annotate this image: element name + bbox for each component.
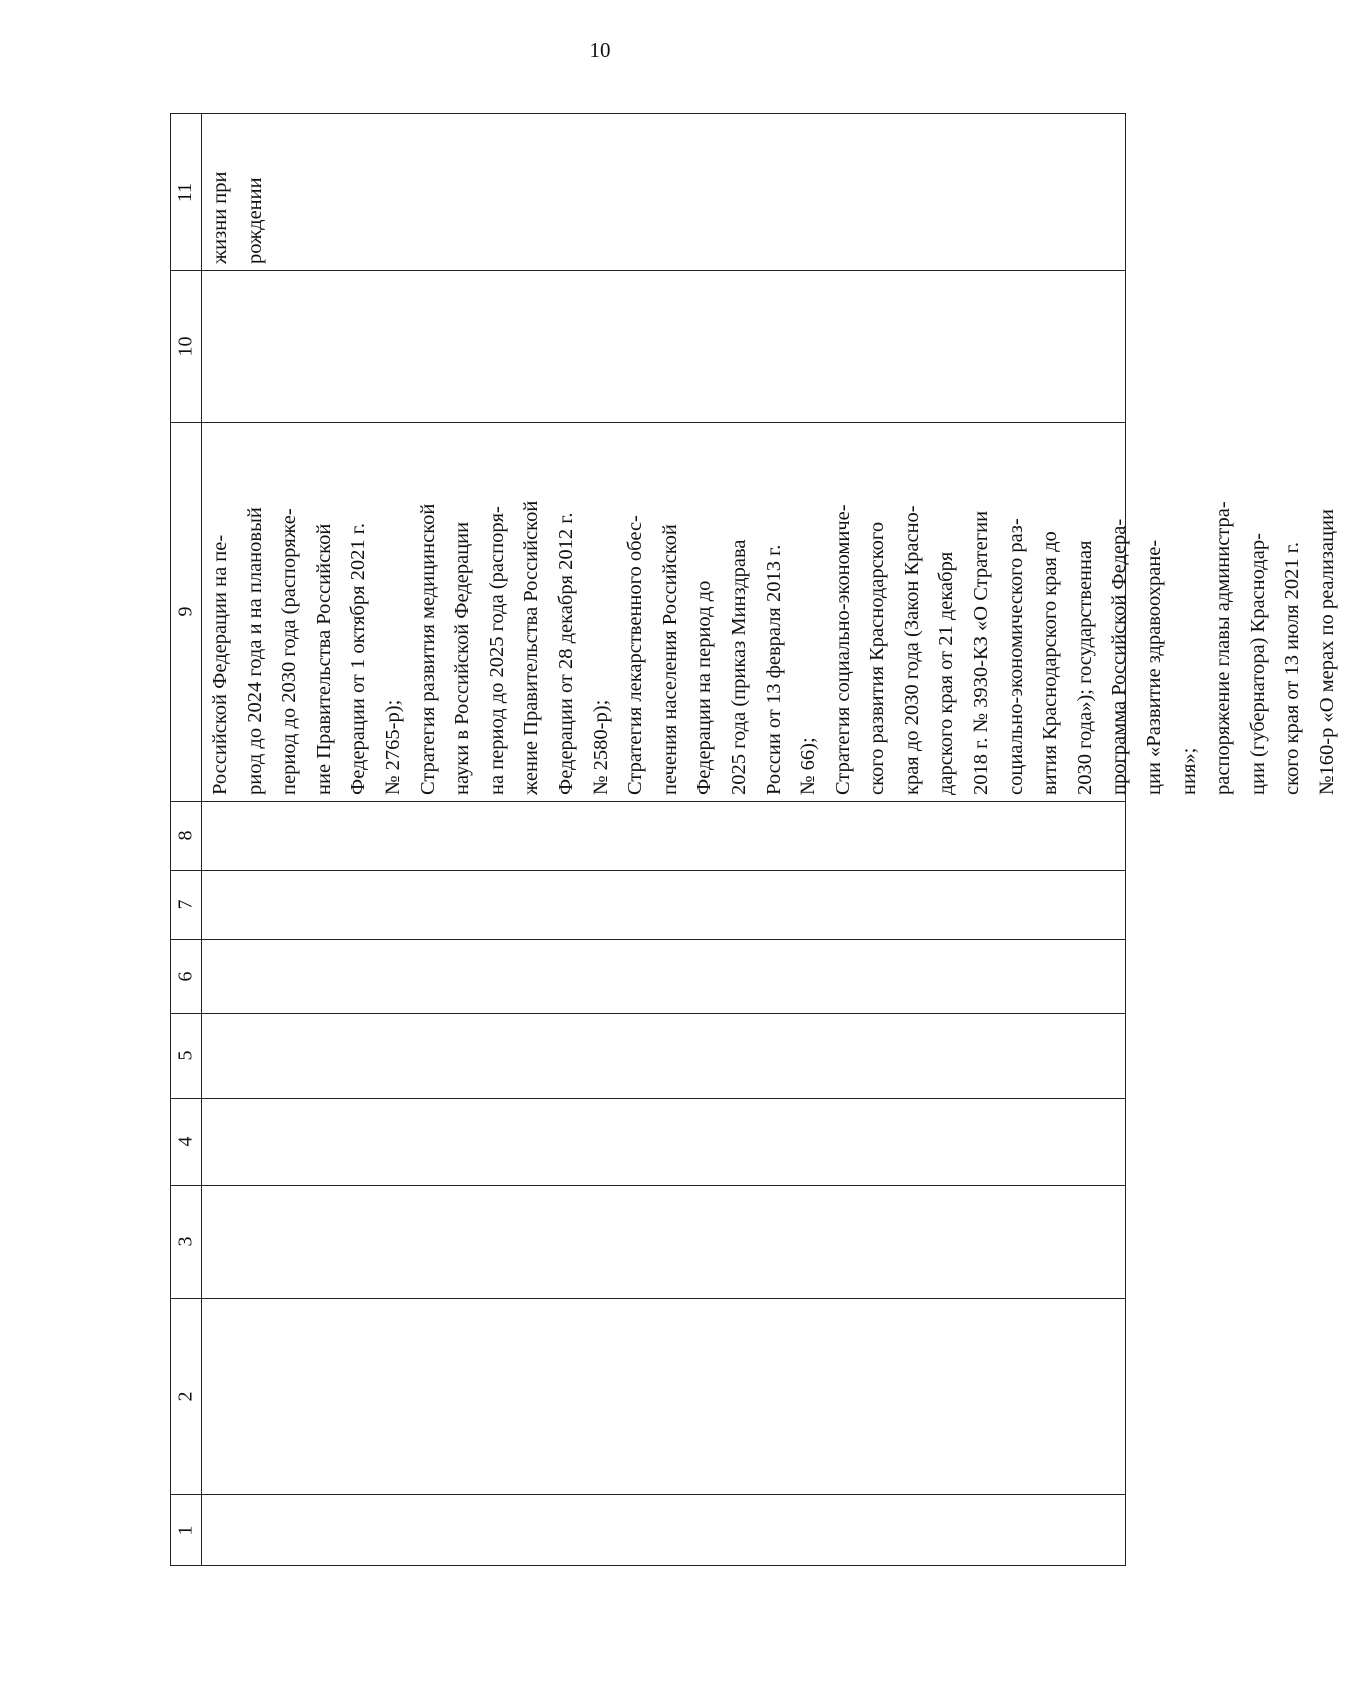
column-9-text-line: социально-экономического раз- — [1004, 518, 1027, 795]
column-9-text-line: Федерации на период до — [693, 580, 716, 795]
column-divider-9-8 — [171, 801, 1125, 802]
column-9-text-line: № 66); — [797, 737, 820, 795]
column-9-text-line: программа Российской Федера- — [1108, 518, 1131, 795]
column-9-text-line: края до 2030 года (Закон Красно- — [900, 505, 923, 795]
rotated-table — [170, 113, 1338, 1566]
column-9-text-line: риод до 2024 года и на плановый — [243, 507, 266, 795]
column-9-text-line: ского развития Краснодарского — [866, 521, 889, 795]
column-9-text-line: период до 2030 года (распоряже- — [278, 508, 301, 795]
column-9-text-line: Федерации от 1 октября 2021 г. — [347, 522, 370, 795]
column-9-text-line: России от 13 февраля 2013 г. — [762, 544, 785, 795]
column-9-text-line: №160-р «О мерах по реализации — [1316, 508, 1338, 795]
column-9-text-line: № 2580-р); — [589, 699, 612, 795]
column-divider-7-6 — [171, 939, 1125, 940]
column-number-9: 9 — [174, 606, 197, 617]
column-divider-5-4 — [171, 1098, 1125, 1099]
column-9-text-line: распоряжение главы администра- — [1212, 501, 1235, 795]
column-9-text-line: печения населения Российской — [658, 524, 681, 795]
column-divider-8-7 — [171, 870, 1125, 871]
column-9-text-line: 2030 года»); государственная — [1073, 540, 1096, 795]
column-number-8: 8 — [174, 830, 197, 841]
column-number-5: 5 — [174, 1050, 197, 1061]
column-9-text-line: жение Правительства Российской — [520, 500, 543, 795]
page-number: 10 — [589, 38, 611, 62]
column-divider-10-9 — [171, 422, 1125, 423]
column-number-7: 7 — [174, 899, 197, 910]
column-number-3: 3 — [174, 1236, 197, 1247]
column-9-text-line: ние Правительства Российской — [312, 523, 335, 795]
column-9-text-line: науки в Российской Федерации — [451, 521, 474, 795]
column-9-text-line: ского края от 13 июля 2021 г. — [1281, 542, 1304, 795]
column-9-text-line: Стратегия социально-экономиче- — [831, 504, 854, 795]
column-divider-6-5 — [171, 1013, 1125, 1014]
column-11-text — [203, 172, 272, 265]
column-9-text-line: вития Краснодарского края до — [1039, 531, 1062, 795]
column-9-text-line: ции (губернатора) Краснодар- — [1246, 533, 1269, 795]
header-strip-divider — [201, 114, 202, 1565]
column-number-6: 6 — [174, 971, 197, 981]
column-9-text-line: Стратегия лекарственного обес- — [624, 515, 647, 795]
column-9-text-line: дарского края от 21 декабря — [935, 551, 958, 795]
column-9-text-line: № 2765-р); — [381, 699, 404, 795]
column-9-text-line: Российской Федерации на пе- — [209, 534, 231, 795]
column-11-text-line: рождении — [243, 177, 266, 264]
column-divider-11-10 — [171, 270, 1125, 271]
column-divider-4-3 — [171, 1185, 1125, 1186]
column-number-1: 1 — [174, 1525, 197, 1536]
column-divider-2-1 — [171, 1494, 1125, 1495]
column-11-text-line: жизни при — [209, 171, 231, 264]
column-9-text-line: Стратегия развития медицинской — [416, 503, 439, 795]
column-9-text-line: на период до 2025 года (распоря- — [485, 506, 508, 795]
column-number-11: 11 — [174, 182, 197, 202]
column-number-2: 2 — [174, 1391, 197, 1401]
column-divider-3-2 — [171, 1298, 1125, 1299]
column-9-text-line: 2025 года (приказ Минздрава — [727, 539, 750, 795]
column-9-text-line: Федерации от 28 декабря 2012 г. — [554, 512, 577, 795]
column-9-text-line: ции «Развитие здравоохране- — [1143, 539, 1166, 795]
column-number-4: 4 — [174, 1136, 197, 1147]
column-9-text — [203, 501, 1345, 795]
column-9-text-line: ния»; — [1177, 747, 1200, 795]
column-9-text-line: 2018 г. № 3930-КЗ «О Стратегии — [970, 510, 993, 795]
column-number-10: 10 — [174, 336, 197, 356]
